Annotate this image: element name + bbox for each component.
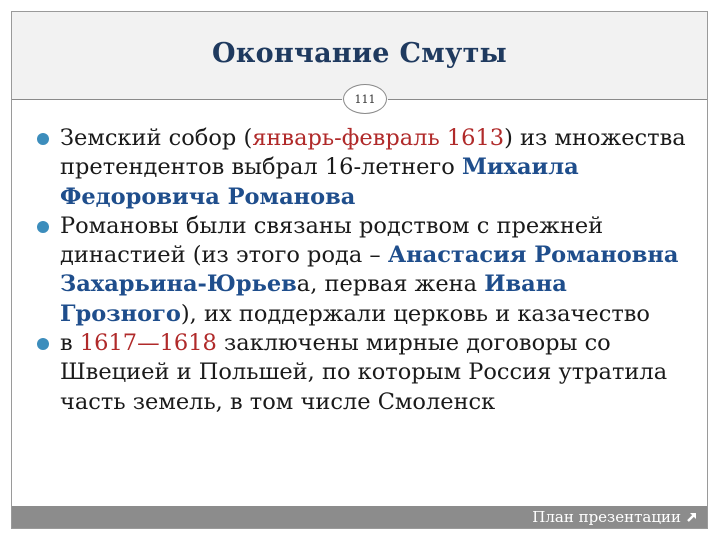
bullet-item xyxy=(36,329,686,417)
presentation-plan-link[interactable] xyxy=(532,507,699,527)
bullet-text: в xyxy=(60,330,80,357)
bullet-item xyxy=(36,124,686,212)
bullet-text: Земский собор ( xyxy=(60,125,253,151)
bullet-text: заключены мирные договоры со Швецией и Польшей, по которым Россия утратила часть земель, в том числе Смоленск xyxy=(60,330,668,415)
presentation-plan-label: План презентации xyxy=(532,508,681,526)
footer-bar xyxy=(12,506,707,528)
bullet-text: Романовы были связаны родством с прежней династией (из этого рода – xyxy=(60,212,604,269)
page-number: 111 xyxy=(354,92,376,106)
bullet-text: ) из множества претендентов выбрал 16-летнего xyxy=(60,125,686,181)
arrow-up-right-icon xyxy=(685,510,699,524)
bullet-icon xyxy=(37,221,49,233)
highlight-date: январь-февраль 1613 xyxy=(252,125,505,151)
page-number-badge xyxy=(343,84,387,114)
highlight-name: Ивана Грозного xyxy=(60,271,567,327)
title-divider-left xyxy=(12,99,342,100)
bullet-icon xyxy=(37,338,49,350)
bullet-list xyxy=(36,124,686,417)
highlight-date: 1617—1618 xyxy=(79,330,217,357)
bullet-item xyxy=(36,212,686,329)
bullet-icon xyxy=(37,133,49,145)
highlight-name: Михаила Федоровича Романова xyxy=(60,154,579,210)
title-divider-right xyxy=(388,99,707,100)
bullet-text: а, первая жена xyxy=(296,271,485,298)
highlight-name: Анастасия Романовна Захарьина-Юрьев xyxy=(60,242,679,298)
slide-title: Окончание Смуты xyxy=(212,38,507,69)
slide-frame xyxy=(11,11,708,529)
bullet-text: ), их поддержали церковь и казачество xyxy=(180,300,650,327)
